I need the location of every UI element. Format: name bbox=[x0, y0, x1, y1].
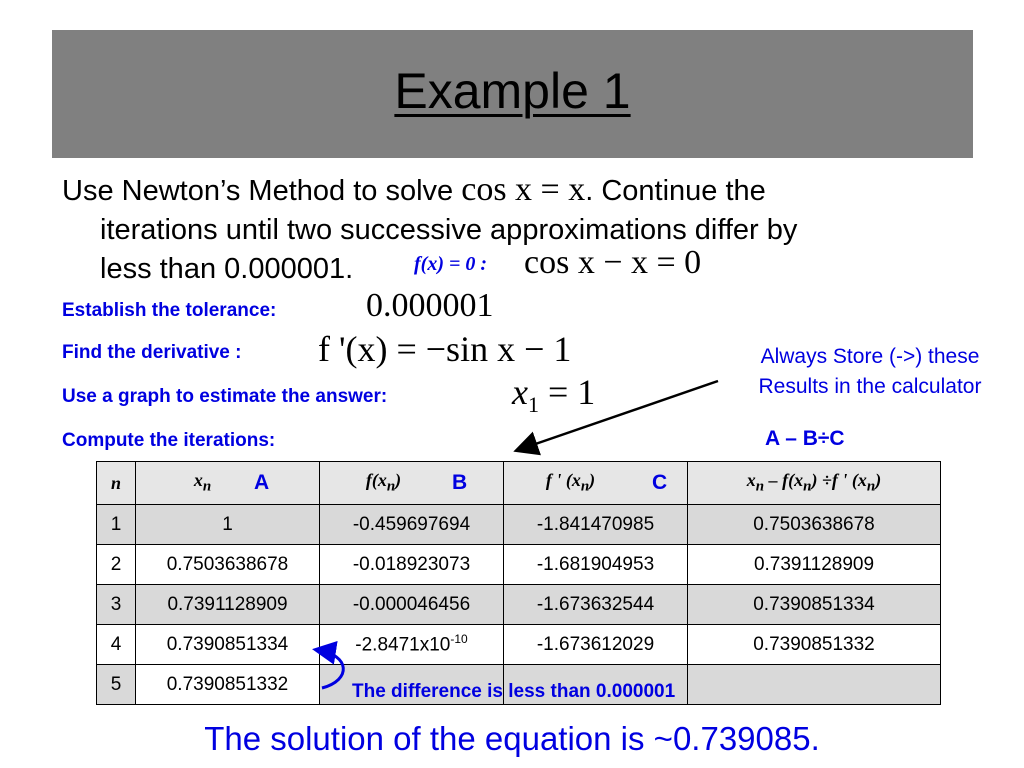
table-row: 5 0.7390851332 bbox=[97, 665, 941, 705]
header-xn: $x_n$ A bbox=[136, 462, 320, 505]
table-row: 2 0.7503638678 -0.018923073 -1.681904953 0.7391128909 bbox=[97, 545, 941, 585]
table-row: 3 0.7391128909 -0.000046456 -1.673632544 0.7390851334 bbox=[97, 585, 941, 625]
derivative-equation: f '(x) = −sin x − 1 bbox=[318, 329, 572, 369]
equation-cos-x: cos x = x bbox=[461, 171, 586, 208]
header-n: n bbox=[97, 462, 136, 505]
store-arrow bbox=[518, 381, 718, 450]
problem-text-3: less than 0.000001. bbox=[100, 253, 354, 285]
formula-label: A – B÷C bbox=[765, 427, 845, 450]
tolerance-value: 0.000001 bbox=[366, 287, 494, 324]
header-next-x: $x_n - f(x_n) \div f$ ' $(x_n)$ bbox=[688, 462, 941, 505]
fx-label: f(x) = 0 : bbox=[414, 253, 488, 275]
difference-arrow-icon bbox=[318, 650, 343, 688]
col-letter-c: C bbox=[652, 471, 668, 494]
problem-text-2: iterations until two successive approximations differ by bbox=[100, 214, 798, 246]
iterations-label: Compute the iterations: bbox=[62, 430, 276, 451]
col-letter-a: A bbox=[254, 471, 270, 494]
derivative-label: Find the derivative : bbox=[62, 342, 242, 363]
initial-guess: $x_1 = 1$ bbox=[512, 372, 596, 418]
difference-note: The difference is less than 0.000001 bbox=[352, 681, 676, 702]
col-letter-b: B bbox=[452, 471, 468, 494]
store-results-note: Always Store (->) these Results in the calculator bbox=[758, 345, 982, 398]
slide-title: Example 1 bbox=[394, 63, 631, 119]
tolerance-label: Establish the tolerance: bbox=[62, 300, 277, 321]
table-row: 4 0.7390851334 $-2.8471x10^{-10}$ -1.673612029 0.7390851332 bbox=[97, 625, 941, 665]
header-fpxn: f ' $(x_n)$ C bbox=[504, 462, 688, 505]
graph-label: Use a graph to estimate the answer: bbox=[62, 386, 388, 407]
problem-text-1b: . Continue the bbox=[585, 175, 766, 207]
solution-text: The solution of the equation is ~0.739085. bbox=[204, 720, 820, 757]
header-fxn: $f(x_n)$ B bbox=[320, 462, 504, 505]
table-row: 1 1 -0.459697694 -1.841470985 0.7503638678 bbox=[97, 505, 941, 545]
problem-text-1: Use Newton’s Method to solve bbox=[62, 175, 454, 207]
fx-equation: cos x − x = 0 bbox=[524, 244, 702, 281]
